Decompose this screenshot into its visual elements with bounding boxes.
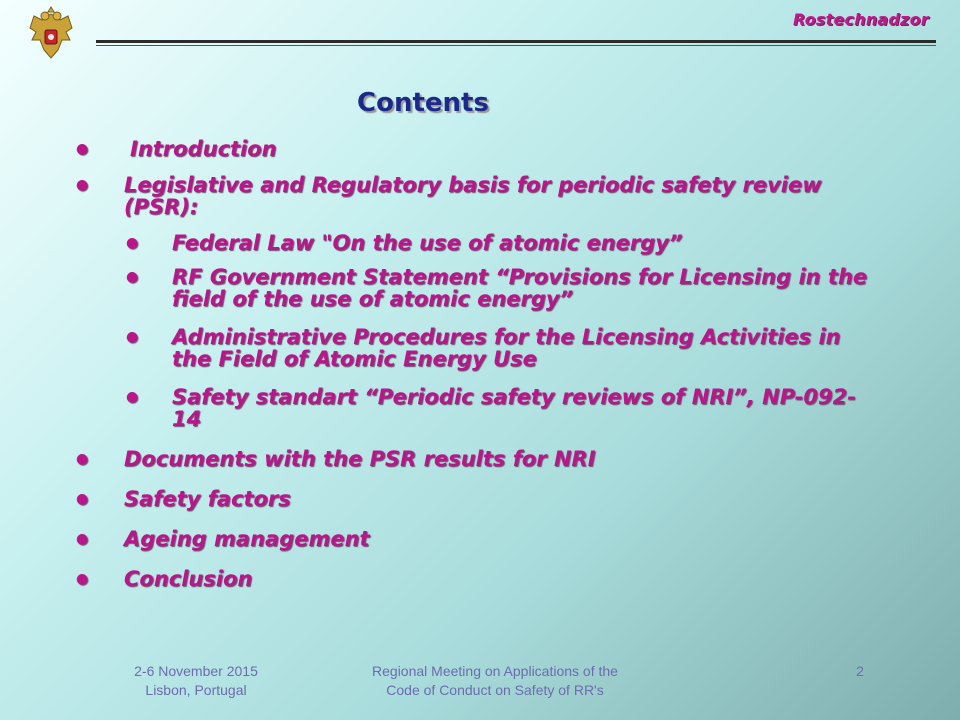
sub-list-item-text: RF Government Statement “Provisions for Licensing in the field of the use of atomic energy” <box>172 265 868 311</box>
list-item-text: Conclusion <box>124 567 253 591</box>
sub-list-item-text: Administrative Procedures for the Licensing Activities in the Field of Atomic Energy Use <box>172 325 841 371</box>
sub-list-item-text: Federal Law "On the use of atomic energy” <box>172 231 683 255</box>
sub-list-item <box>126 232 886 254</box>
footer-date-location <box>96 662 296 700</box>
list-item <box>76 568 876 590</box>
bullet-icon: ● <box>76 491 89 507</box>
bullet-icon: ● <box>126 235 139 251</box>
bullet-icon: ● <box>76 531 89 547</box>
page-number: 2 <box>856 663 864 679</box>
footer-event <box>320 662 670 700</box>
slide-title: Contents <box>357 88 489 118</box>
bullet-icon: ● <box>76 141 89 157</box>
list-item-text: Legislative and Regulatory basis for periodic safety review (PSR): <box>124 173 822 219</box>
bullet-icon: ● <box>76 451 89 467</box>
footer-event-line: Regional Meeting on Applications of the <box>372 663 618 679</box>
list-item-text: Documents with the PSR results for NRI <box>124 447 596 471</box>
bullet-icon: ● <box>76 177 89 193</box>
footer-event-line: Code of Conduct on Safety of RR's <box>386 682 604 698</box>
sub-list-item-text: Safety standart “Periodic safety reviews of NRI”, NP-092-14 <box>172 385 856 431</box>
list-item <box>76 174 876 218</box>
bullet-icon: ● <box>126 389 139 405</box>
header-rule <box>96 40 936 43</box>
bullet-icon: ● <box>126 329 139 345</box>
sub-list-item <box>126 326 886 370</box>
footer-location: Lisbon, Portugal <box>145 682 247 698</box>
sub-list-item <box>126 386 886 430</box>
header-rule-thin <box>96 45 936 46</box>
list-item <box>76 138 876 160</box>
bullet-icon: ● <box>126 269 139 285</box>
list-item <box>76 448 876 470</box>
list-item-text: Safety factors <box>124 487 291 511</box>
list-item <box>76 528 876 550</box>
organization-name: Rostechnadzor <box>793 10 929 29</box>
list-item <box>76 488 876 510</box>
list-item-text: Introduction <box>130 137 277 161</box>
sub-list-item <box>126 266 886 310</box>
russian-coat-of-arms-icon <box>26 6 76 62</box>
footer-date: 2-6 November 2015 <box>134 663 258 679</box>
bullet-icon: ● <box>76 571 89 587</box>
list-item-text: Ageing management <box>124 527 370 551</box>
